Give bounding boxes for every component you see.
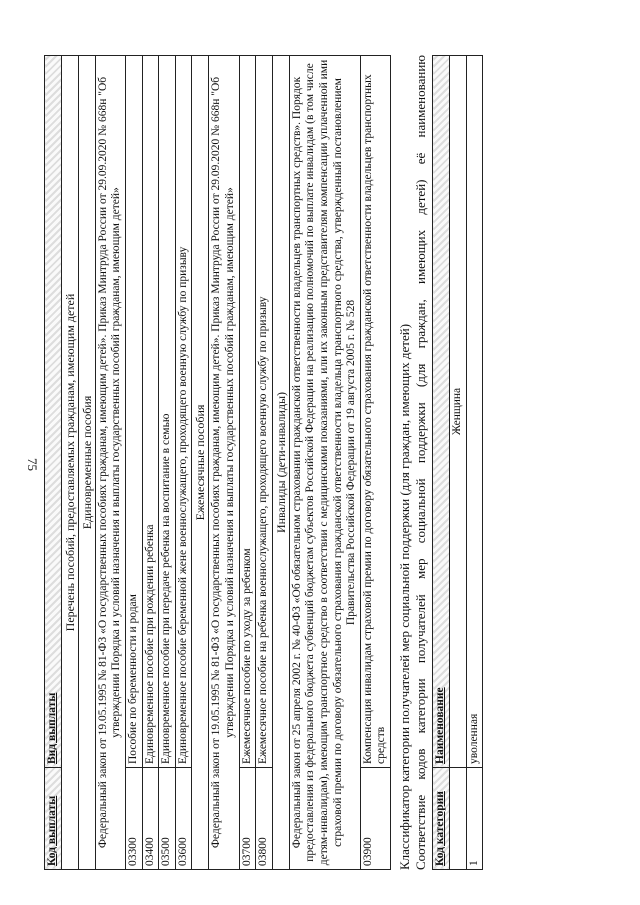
row-code: 03700 xyxy=(239,768,256,870)
row-code: 1 xyxy=(466,768,483,870)
benefits-table xyxy=(44,55,391,870)
header-category-name: Наименование xyxy=(433,56,450,768)
table-row xyxy=(360,56,390,870)
rotated-scan xyxy=(44,55,604,870)
row-code: 03500 xyxy=(159,768,176,870)
section-onetime: Единовременные пособия xyxy=(78,56,95,870)
row-code: 03900 xyxy=(360,768,390,870)
row-text: Единовременное пособие беременной жене военнослужащего, проходящего военную службу по призыву xyxy=(175,56,192,768)
law-reference-1: Федеральный закон от 19.05.1995 № 81-ФЗ «О государственных пособиях гражданам, имеющим детей». Приказ Минтруда России от 29.09.2020 № 668н "Об утверждении Порядка и условий назначения и выплаты государственных пособий гражданам, имеющим детей» xyxy=(95,56,125,870)
header-code: Код выплаты xyxy=(45,768,62,870)
row-text: Ежемесячное пособие по уходу за ребенком xyxy=(239,56,256,768)
row-name: уволенная xyxy=(466,56,483,768)
row-code: 03600 xyxy=(175,768,192,870)
category-table xyxy=(432,55,483,870)
page-number: 75 xyxy=(25,458,40,471)
page-content xyxy=(44,55,604,870)
section-monthly: Ежемесячные пособия xyxy=(192,56,209,870)
row-code: 03400 xyxy=(142,768,159,870)
row-code: 03300 xyxy=(126,768,143,870)
law-reference-3: Федеральный закон от 25 апреля 2002 г. № 40-ФЗ «Об обязательном страховании гражданской ответственности владельцев транспортных средств». Порядок предоставления из федерального бюджета субвенций бюджетам субъектов Российской Федерации на реализацию полномочий по выплате инвалидам (в том числе детям-инвалидам), имеющим транспортное средство в соответствии с медицинскими показаниями, или их законным представителям компенсации уплаченной ими страховой премии по договору обязательного страхования гражданской ответственности владельца транспортного средства, утвержденный постановлением Правительства Российской Федерации от 19 августа 2005 г. № 528 xyxy=(289,56,360,870)
section-disabled: Инвалиды (дети-инвалиды) xyxy=(272,56,289,870)
table-row xyxy=(159,56,176,870)
row-code: 03800 xyxy=(256,768,273,870)
law-reference-2: Федеральный закон от 19.05.1995 № 81-ФЗ «О государственных пособиях гражданам, имеющим детей». Приказ Минтруда России от 29.09.2020 № 668н "Об утверждении Порядка и условий назначения и выплаты государственных пособий гражданам, имеющим детей» xyxy=(209,56,239,870)
header-type: Вид выплаты xyxy=(45,56,62,768)
table-row xyxy=(239,56,256,870)
table-row xyxy=(126,56,143,870)
row-text: Ежемесячное пособие на ребенка военнослужащего, проходящего военную службу по призыву xyxy=(256,56,273,768)
table-row xyxy=(142,56,159,870)
row-code xyxy=(449,768,466,870)
row-name: Женщина xyxy=(449,56,466,768)
row-text: Компенсация инвалидам страховой премии по договору обязательного страхования гражданской ответственности владельцев транспортных средств xyxy=(360,56,390,768)
classifier-title: Классификатор категории получателей мер социальной поддержки (для граждан, имеющих детей) xyxy=(396,323,412,870)
list-title: Перечень пособий, предоставляемых гражданам, имеющим детей xyxy=(61,56,78,870)
table-row xyxy=(175,56,192,870)
table-row xyxy=(256,56,273,870)
table-row xyxy=(449,56,466,870)
table-row xyxy=(466,56,483,870)
row-text: Пособие по беременности и родам xyxy=(126,56,143,768)
row-text: Единовременное пособие при передаче ребенка на воспитание в семью xyxy=(159,56,176,768)
row-text: Единовременное пособие при рождении ребенка xyxy=(142,56,159,768)
classifier-paragraph: Соответствие кодов категории получателей мер социальной поддержки (для граждан, имеющих детей) её наименованию xyxy=(413,55,429,870)
header-category-code: Код категории xyxy=(433,768,450,870)
